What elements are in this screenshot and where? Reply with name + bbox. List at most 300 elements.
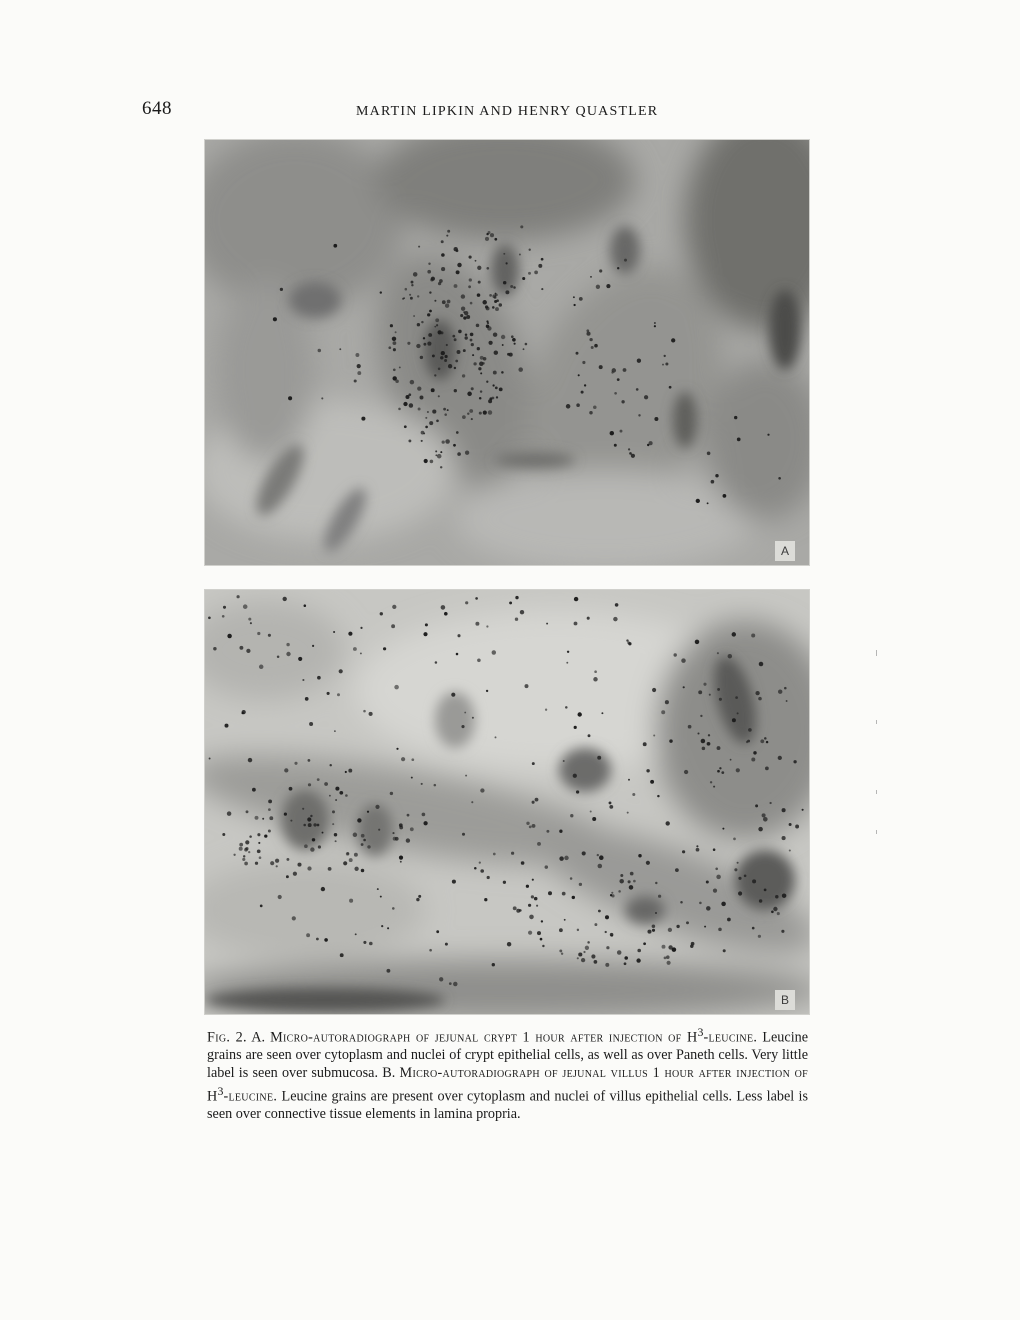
silver-grain (499, 303, 502, 306)
silver-grain (465, 336, 468, 339)
silver-grain (492, 397, 495, 400)
silver-grain (574, 597, 578, 601)
silver-grain (286, 858, 289, 861)
silver-grain (541, 258, 544, 261)
silver-grain (284, 768, 288, 772)
silver-grain (713, 889, 717, 893)
silver-grain (784, 687, 787, 690)
silver-grain (717, 688, 720, 691)
silver-grain (427, 411, 429, 413)
silver-grain (574, 622, 578, 626)
silver-grain (269, 816, 273, 820)
silver-grain (268, 808, 271, 811)
silver-grain (711, 480, 715, 484)
silver-grain (268, 830, 271, 833)
silver-grain (598, 864, 603, 869)
silver-grain (388, 346, 391, 349)
silver-grain (706, 881, 709, 884)
silver-grain (486, 307, 490, 311)
silver-grain (542, 945, 544, 947)
silver-grain (438, 395, 440, 397)
silver-grain (248, 758, 252, 762)
silver-grain (736, 768, 740, 772)
silver-grain (392, 605, 396, 609)
silver-grain (513, 286, 516, 289)
silver-grain (532, 762, 535, 765)
silver-grain (592, 817, 596, 821)
silver-grain (387, 927, 389, 929)
silver-grain (417, 386, 421, 390)
silver-grain (428, 333, 432, 337)
silver-grain (488, 341, 492, 345)
silver-grain (617, 378, 620, 381)
silver-grain (700, 715, 702, 717)
silver-grain (310, 847, 314, 851)
silver-grain (480, 372, 482, 374)
silver-grain (310, 815, 312, 817)
silver-grain (475, 622, 479, 626)
silver-grain (512, 338, 516, 342)
silver-grain (354, 379, 357, 382)
silver-grain (396, 748, 398, 750)
silver-grain (564, 856, 568, 860)
silver-grain (268, 799, 272, 803)
silver-grain (584, 384, 586, 386)
silver-grain (643, 742, 647, 746)
silver-grain (502, 344, 504, 346)
silver-grain (633, 880, 636, 883)
silver-grain (713, 786, 715, 788)
silver-grain (629, 885, 634, 890)
silver-grain (308, 783, 311, 786)
silver-grain (658, 895, 661, 898)
silver-grain (422, 813, 426, 817)
silver-grain (596, 285, 600, 289)
micrograph-b-image (205, 590, 809, 1014)
silver-grain (652, 929, 655, 932)
silver-grain (737, 712, 739, 714)
silver-grain (638, 414, 640, 416)
caption-a-label: A. (251, 1029, 265, 1046)
silver-grain (738, 891, 742, 895)
silver-grain (443, 408, 446, 411)
silver-grain (353, 833, 357, 837)
silver-grain (337, 693, 340, 696)
silver-grain (257, 632, 260, 635)
silver-grain (795, 825, 799, 829)
silver-grain (429, 291, 431, 293)
silver-grain (782, 836, 786, 840)
silver-grain (612, 368, 616, 372)
silver-grain (683, 686, 685, 688)
silver-grain (599, 365, 603, 369)
silver-grain (471, 343, 474, 346)
silver-grain (493, 371, 497, 375)
silver-grain (684, 770, 688, 774)
silver-grain (760, 739, 764, 743)
silver-grain (597, 854, 599, 856)
silver-grain (255, 862, 258, 865)
silver-grain (445, 439, 450, 444)
silver-grain (766, 741, 768, 743)
silver-grain (403, 297, 405, 299)
silver-grain (302, 808, 304, 810)
silver-grain (335, 799, 337, 801)
silver-grain (425, 417, 427, 419)
silver-grain (447, 300, 451, 304)
silver-grain (667, 961, 671, 965)
silver-grain (470, 302, 473, 305)
figure-caption (207, 1024, 808, 1123)
silver-grain (406, 838, 410, 842)
silver-grain (523, 348, 525, 350)
silver-grain (248, 618, 251, 621)
silver-grain (495, 387, 498, 390)
silver-grain (735, 696, 738, 699)
silver-grain (395, 331, 397, 333)
silver-grain (473, 362, 476, 365)
silver-grain (636, 958, 640, 962)
silver-grain (245, 840, 249, 844)
margin-mark (876, 790, 877, 794)
caption-a-text: Leucine grains are seen over cytoplasm and nuclei of crypt epithelial cells, as well as over Paneth cells. Very little label is seen over submucosa. (207, 1029, 809, 1081)
silver-grain (581, 958, 585, 962)
micrograph-panel-a (205, 140, 809, 565)
silver-grain (273, 317, 277, 321)
silver-grain (628, 880, 631, 883)
silver-grain (430, 278, 433, 281)
silver-grain (432, 354, 435, 357)
silver-grain (227, 634, 231, 638)
silver-grain (257, 849, 261, 853)
silver-grain (669, 386, 672, 389)
silver-grain (293, 872, 297, 876)
silver-grain (480, 390, 482, 392)
silver-grain (695, 640, 700, 645)
silver-grain (239, 646, 243, 650)
silver-grain (400, 861, 402, 863)
silver-grain (503, 253, 505, 255)
silver-grain (286, 643, 289, 646)
silver-grain (532, 824, 536, 828)
silver-grain (638, 854, 641, 857)
silver-grain (611, 894, 614, 897)
silver-grain (706, 906, 711, 911)
silver-grain (420, 356, 423, 359)
silver-grain (764, 737, 767, 740)
silver-grain (704, 926, 706, 928)
silver-grain (586, 329, 589, 332)
silver-grain (345, 794, 348, 797)
silver-grain (585, 946, 589, 950)
caption-b-title-end: -leucine. (223, 1088, 278, 1105)
silver-grain (429, 421, 433, 425)
silver-grain (308, 759, 311, 762)
silver-grain (519, 254, 521, 256)
silver-grain (367, 811, 369, 813)
silver-grain (393, 837, 397, 841)
silver-grain (332, 823, 334, 825)
silver-grain (386, 969, 390, 973)
silver-grain (401, 757, 405, 761)
silver-grain (707, 452, 711, 456)
silver-grain (495, 736, 497, 738)
silver-grain (474, 867, 477, 870)
silver-grain (428, 263, 430, 265)
silver-grain (276, 865, 278, 867)
silver-grain (239, 843, 243, 847)
silver-grain (746, 741, 748, 743)
silver-grain (304, 844, 308, 848)
silver-grain (717, 746, 721, 750)
silver-grain (732, 632, 736, 636)
margin-mark (876, 830, 877, 834)
silver-grain (751, 758, 755, 762)
silver-grain (410, 380, 415, 385)
silver-grain (367, 845, 370, 848)
silver-grain (707, 742, 711, 746)
silver-grain (361, 417, 365, 421)
silver-grain (380, 896, 382, 898)
silver-grain (699, 902, 702, 905)
silver-grain (361, 843, 364, 846)
silver-grain (413, 315, 415, 317)
silver-grain (239, 847, 243, 851)
silver-grain (769, 802, 771, 804)
silver-grain (456, 270, 460, 274)
silver-grain (719, 698, 722, 701)
silver-grain (520, 225, 523, 228)
silver-grain (748, 728, 752, 732)
silver-grain (423, 337, 425, 339)
silver-grain (469, 256, 472, 259)
silver-grain (427, 270, 431, 274)
silver-grain (477, 266, 481, 270)
silver-grain (440, 451, 442, 453)
silver-grain (778, 756, 782, 760)
silver-grain (418, 895, 421, 898)
silver-grain (535, 798, 539, 802)
silver-grain (471, 418, 473, 420)
silver-grain (420, 396, 424, 400)
silver-grain (434, 326, 436, 328)
silver-grain (393, 348, 396, 351)
silver-grain (697, 732, 699, 734)
silver-grain (264, 834, 267, 837)
silver-grain (632, 793, 635, 796)
silver-grain (472, 717, 474, 719)
silver-grain (409, 403, 413, 407)
silver-grain (528, 904, 531, 907)
silver-grain (576, 352, 579, 355)
silver-grain (237, 595, 240, 598)
silver-grain (427, 313, 430, 316)
silver-grain (620, 430, 623, 433)
silver-grain (525, 343, 528, 346)
silver-grain (728, 654, 732, 658)
silver-grain (615, 603, 619, 607)
silver-grain (492, 963, 495, 966)
silver-grain (623, 368, 627, 372)
silver-grain (487, 326, 491, 330)
silver-grain (737, 438, 741, 442)
figure-label: Fig. 2. (207, 1029, 247, 1046)
silver-grain (354, 853, 358, 857)
silver-grain (424, 459, 428, 463)
silver-grain (454, 338, 457, 341)
silver-grain (486, 625, 488, 627)
silver-grain (609, 801, 612, 804)
silver-grain (348, 769, 352, 773)
silver-grain (676, 925, 679, 928)
silver-grain (335, 840, 337, 842)
silver-grain (434, 300, 436, 302)
silver-grain (304, 604, 307, 607)
silver-grain (355, 353, 359, 357)
silver-grain (515, 596, 518, 599)
silver-grain (476, 324, 480, 328)
margin-mark (876, 650, 877, 656)
silver-grain (340, 953, 344, 957)
silver-grain (646, 769, 649, 772)
silver-grain (587, 941, 590, 944)
silver-grain (668, 928, 672, 932)
silver-grain (455, 360, 458, 363)
silver-grain (390, 792, 393, 795)
silver-grain (511, 852, 514, 855)
silver-grain (515, 618, 518, 621)
silver-grain (730, 759, 732, 761)
silver-grain (399, 856, 403, 860)
caption-a-title: Micro-autoradiograph of jejunal crypt 1 hour after injection of H (270, 1029, 698, 1046)
silver-grain (733, 838, 736, 841)
silver-grain (305, 697, 309, 701)
silver-grain (579, 297, 583, 301)
silver-grain (363, 941, 366, 944)
silver-grain (383, 647, 386, 650)
silver-grain (765, 767, 769, 771)
caption-b-text: Leucine grains are present over cytoplasm and nuclei of villus epithelial cells. Less label is seen over connective tissue elements in lamina propria. (207, 1088, 809, 1122)
silver-grain (582, 361, 585, 364)
silver-grain (758, 697, 762, 701)
silver-grain (518, 367, 523, 372)
silver-grain (461, 294, 465, 298)
silver-grain (425, 623, 428, 626)
silver-grain (561, 953, 563, 955)
caption-b-label: B. (382, 1064, 396, 1081)
silver-grain (532, 801, 535, 804)
silver-grain (719, 767, 721, 769)
silver-grain (698, 690, 702, 694)
silver-grain (445, 304, 449, 308)
silver-grain (586, 332, 590, 336)
silver-grain (408, 439, 411, 442)
silver-grain (778, 477, 781, 480)
silver-grain (343, 861, 347, 865)
silver-grain (317, 824, 320, 827)
margin-mark (876, 720, 877, 724)
silver-grain (646, 861, 650, 865)
silver-grain (734, 416, 737, 419)
silver-grain (457, 634, 460, 637)
silver-grain (666, 821, 670, 825)
silver-grain (252, 788, 256, 792)
silver-grain (717, 652, 719, 654)
silver-grain (445, 943, 448, 946)
silver-grain (312, 645, 314, 647)
silver-grain (439, 279, 443, 283)
silver-grain (377, 888, 379, 890)
silver-grain (713, 848, 716, 851)
silver-grain (457, 350, 461, 354)
silver-grain (686, 921, 689, 924)
silver-grain (652, 925, 656, 929)
silver-grain (620, 874, 623, 877)
silver-grain (462, 833, 465, 836)
caption-b-superscript: 3 (217, 1083, 224, 1098)
silver-grain (243, 855, 245, 857)
silver-grain (444, 612, 448, 616)
silver-grain (591, 346, 594, 349)
silver-grain (775, 895, 778, 898)
silver-grain (578, 952, 582, 956)
silver-grain (589, 411, 592, 414)
silver-grain (444, 413, 447, 416)
silver-grain (617, 950, 622, 955)
silver-grain (636, 388, 639, 391)
silver-grain (479, 397, 482, 400)
silver-grain (777, 912, 780, 915)
silver-grain (671, 338, 675, 342)
silver-grain (225, 724, 229, 728)
silver-grain (471, 387, 474, 390)
silver-grain (246, 810, 249, 813)
silver-grain (627, 812, 629, 814)
silver-grain (303, 824, 306, 827)
silver-grain (456, 249, 459, 252)
silver-grain (478, 281, 481, 284)
silver-grain (755, 804, 758, 807)
silver-grain (744, 875, 747, 878)
silver-grain (654, 417, 658, 421)
silver-grain (453, 982, 457, 986)
silver-grain (480, 869, 484, 873)
silver-grain (242, 858, 245, 861)
silver-grain (536, 905, 538, 907)
silver-grain (353, 647, 357, 651)
silver-grain (529, 915, 534, 920)
silver-grain (259, 665, 264, 670)
silver-grain (339, 669, 343, 673)
silver-grain (486, 381, 488, 383)
silver-grain (328, 867, 332, 871)
silver-grain (475, 260, 477, 262)
silver-grain (392, 832, 394, 834)
silver-grain (734, 868, 737, 871)
silver-grain (494, 300, 497, 303)
silver-grain (538, 264, 542, 268)
micrograph-a-image (205, 140, 809, 565)
silver-grain (802, 809, 804, 811)
silver-grain (456, 431, 459, 434)
silver-grain (605, 931, 607, 933)
silver-grain (441, 351, 445, 355)
silver-grain (578, 712, 582, 716)
silver-grain (771, 910, 774, 913)
silver-grain (332, 810, 335, 813)
silver-grain (601, 712, 603, 714)
silver-grain (421, 431, 425, 435)
